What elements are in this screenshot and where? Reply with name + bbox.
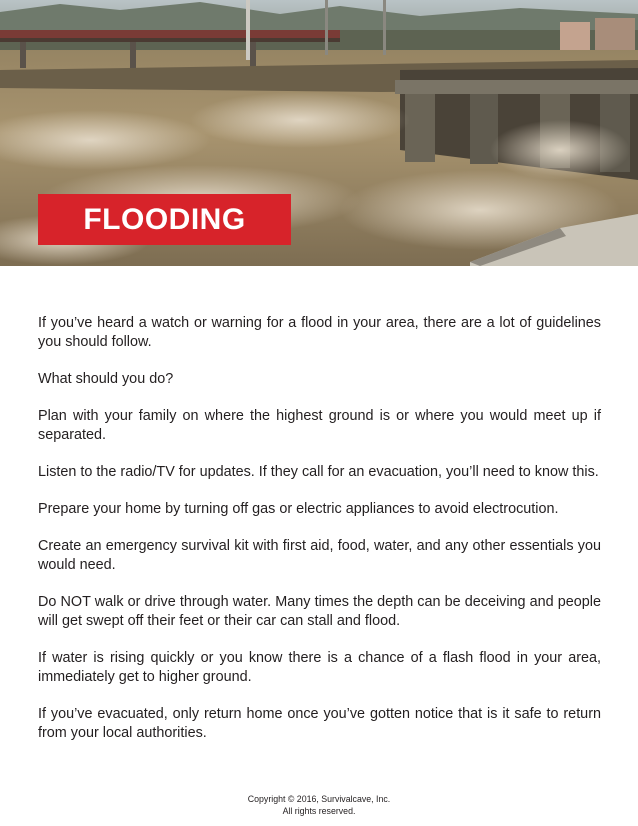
paragraph: Do NOT walk or drive through water. Many times the depth can be deceiving and people will get swept off their feet or their car can stall and flood. xyxy=(38,594,601,629)
paragraph: If water is rising quickly or you know there is a chance of a flash flood in your area, immediately get to higher ground. xyxy=(38,650,601,685)
article-body xyxy=(38,314,601,761)
title-banner xyxy=(38,194,291,245)
paragraph: Listen to the radio/TV for updates. If they call for an evacuation, you’ll need to know this. xyxy=(38,464,599,480)
paragraph: What should you do? xyxy=(38,371,174,387)
paragraph: Prepare your home by turning off gas or electric appliances to avoid electrocution. xyxy=(38,501,559,517)
hero-image xyxy=(0,0,638,266)
rights-text: All rights reserved. xyxy=(282,806,356,816)
paragraph: Create an emergency survival kit with first aid, food, water, and any other essentials you would need. xyxy=(38,538,601,573)
paragraph: If you’ve heard a watch or warning for a flood in your area, there are a lot of guidelines you should follow. xyxy=(38,315,601,350)
paragraph: If you’ve evacuated, only return home once you’ve gotten notice that is it safe to return from your local authorities. xyxy=(38,706,601,741)
copyright-text: Copyright © 2016, Survivalcave, Inc. xyxy=(247,794,391,804)
footer xyxy=(0,793,638,817)
paragraph: Plan with your family on where the highest ground is or where you would meet up if separated. xyxy=(38,408,601,443)
page-title: FLOODING xyxy=(83,202,246,236)
